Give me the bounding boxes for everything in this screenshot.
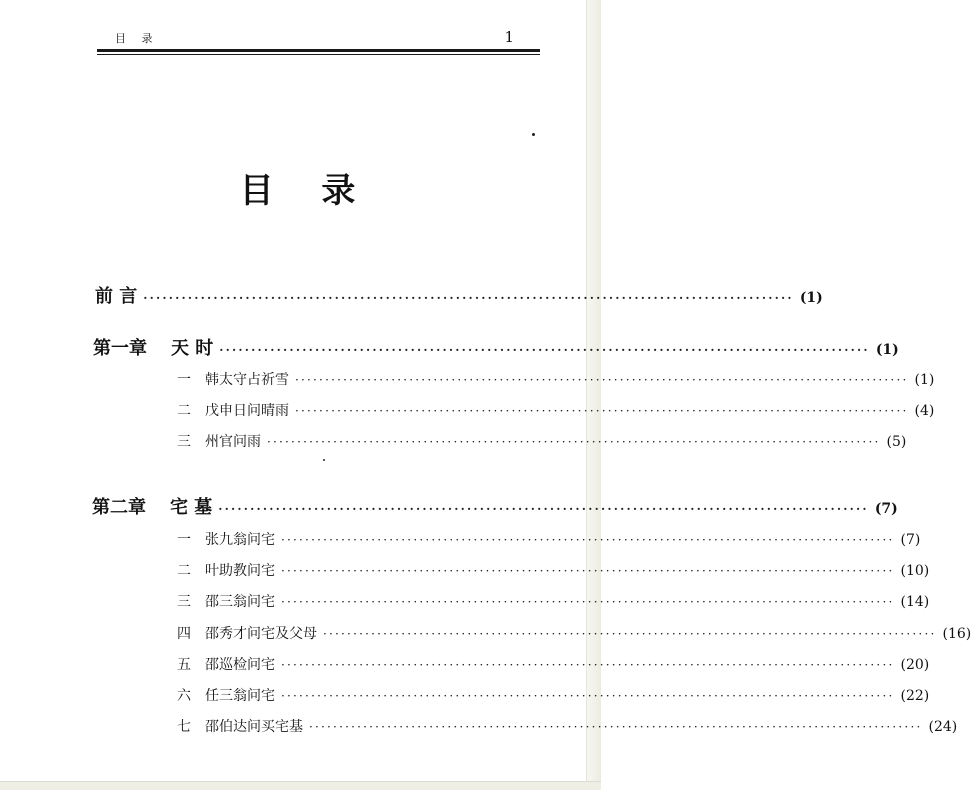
section-number: 三 <box>177 594 191 610</box>
chapter-title: 宅 墓 <box>170 497 213 518</box>
dot-leader: ······································································································ <box>267 435 881 449</box>
section-number: 五 <box>177 657 191 673</box>
toc-entry-preface[interactable] <box>95 282 823 308</box>
toc-entry-page: (7) <box>900 532 921 548</box>
toc-entry-section[interactable] <box>177 716 958 736</box>
chapter-number: 第二章 <box>92 497 146 518</box>
print-speck <box>532 133 535 136</box>
toc-entry-label: 前 言 <box>95 286 138 307</box>
toc-entry-section[interactable] <box>177 560 930 580</box>
section-title: 邵秀才问宅及父母 <box>205 626 317 642</box>
dot-leader: ······································································································ <box>281 564 895 578</box>
toc-entry-page: (16) <box>942 626 971 642</box>
toc-entry-chapter-1[interactable] <box>93 334 899 360</box>
dot-leader: ······································································································ <box>295 373 909 387</box>
toc-entry-page: (10) <box>900 563 930 579</box>
dot-leader: ······································································································ <box>309 720 923 734</box>
toc-entry-label <box>92 493 212 519</box>
section-number: 一 <box>177 532 191 548</box>
dot-leader: ······································································································ <box>281 658 895 672</box>
toc-entry-chapter-2[interactable] <box>92 493 898 519</box>
header-rule-thick <box>97 49 540 52</box>
section-number: 四 <box>177 626 191 642</box>
section-title: 张九翁问宅 <box>205 532 275 548</box>
dot-leader: ······································································································ <box>281 533 895 547</box>
dot-leader: ······································································································ <box>218 502 869 516</box>
page-title: 目 录 <box>239 171 374 211</box>
dot-leader: ······································································································ <box>143 291 794 305</box>
section-title: 邵伯达问买宅基 <box>205 719 303 735</box>
dot-leader: ······································································································ <box>281 689 895 703</box>
toc-entry-page: (7) <box>874 501 898 517</box>
toc-entry-page: (24) <box>928 719 958 735</box>
toc-entry-page: (22) <box>900 688 930 704</box>
chapter-number: 第一章 <box>93 338 147 359</box>
section-title: 韩太守占祈雪 <box>205 372 289 388</box>
toc-entry-section[interactable] <box>177 431 907 451</box>
toc-entry-page: (1) <box>875 342 899 358</box>
toc-entry-page: (4) <box>914 403 935 419</box>
header-rule-thin <box>97 54 540 55</box>
toc-entry-section[interactable] <box>177 529 921 549</box>
toc-entry-section[interactable] <box>177 623 971 643</box>
toc-entry-page: (20) <box>900 657 930 673</box>
print-speck <box>323 459 325 461</box>
toc-entry-section[interactable] <box>177 369 935 389</box>
section-number: 二 <box>177 563 191 579</box>
toc-entry-page: (1) <box>799 290 823 306</box>
toc-entry-page: (5) <box>886 434 907 450</box>
toc-entry-page: (14) <box>900 594 930 610</box>
dot-leader: ······································································································ <box>219 343 870 357</box>
section-number: 一 <box>177 372 191 388</box>
section-title: 任三翁问宅 <box>205 688 275 704</box>
toc-entry-page: (1) <box>914 372 935 388</box>
running-head-title: 目 录 <box>115 32 159 45</box>
toc-entry-section[interactable] <box>177 685 930 705</box>
toc-entry-label <box>93 334 213 360</box>
section-title: 邵三翁问宅 <box>205 594 275 610</box>
chapter-title: 天 时 <box>171 338 214 359</box>
section-title: 邵巡检问宅 <box>205 657 275 673</box>
dot-leader: ······································································································ <box>295 404 909 418</box>
section-title: 戊申日问晴雨 <box>205 403 289 419</box>
toc-entry-section[interactable] <box>177 400 935 420</box>
section-number: 二 <box>177 403 191 419</box>
section-number: 六 <box>177 688 191 704</box>
page-number: 1 <box>504 28 514 46</box>
page-edge-bottom <box>0 781 601 790</box>
section-number: 七 <box>177 719 191 735</box>
section-title: 州官问雨 <box>205 434 261 450</box>
dot-leader: ······································································································ <box>281 595 895 609</box>
section-title: 叶助教问宅 <box>205 563 275 579</box>
toc-entry-section[interactable] <box>177 591 930 611</box>
toc-entry-section[interactable] <box>177 654 930 674</box>
running-head <box>97 28 540 48</box>
section-number: 三 <box>177 434 191 450</box>
dot-leader: ······································································································ <box>323 627 937 641</box>
